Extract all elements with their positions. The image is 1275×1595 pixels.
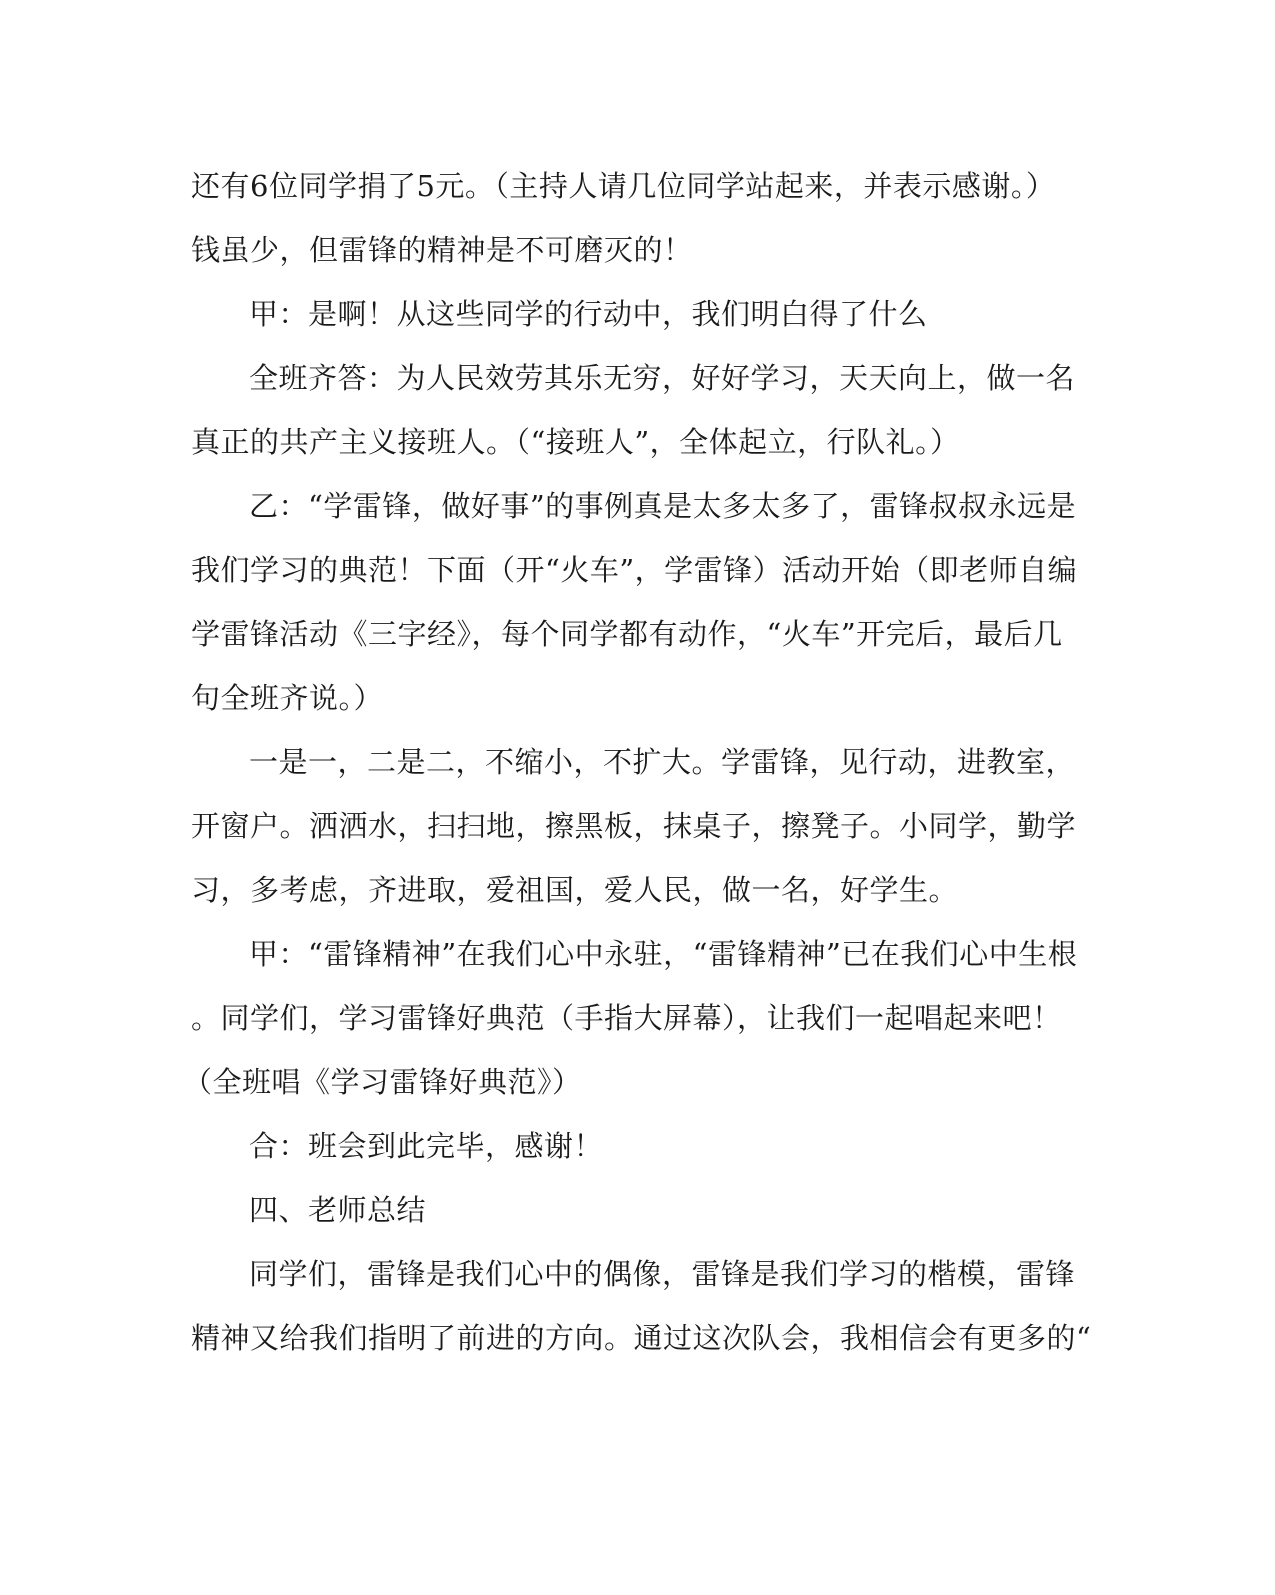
text-line-2: 钱虽少，但雷锋的精神是不可磨灭的！ [191, 233, 693, 267]
text-line-7: 我们学习的典范！下面（开“火车”，学雷锋）活动开始（即老师自编 [191, 553, 1078, 587]
text-line-19: 精神又给我们指明了前进的方向。通过这次队会，我相信会有更多的“ [191, 1321, 1092, 1355]
text-line-9: 句全班齐说。） [191, 681, 384, 715]
text-line-8: 学雷锋活动《三字经》，每个同学都有动作，“火车”开完后，最后几 [191, 617, 1063, 651]
text-line-4: 全班齐答：为人民效劳其乐无穷，好好学习，天天向上，做一名 [249, 361, 1076, 395]
text-line-1: 还有6位同学捐了5元。（主持人请几位同学站起来，并表示感谢。） [191, 169, 1056, 203]
text-line-10: 一是一，二是二，不缩小，不扩大。学雷锋，见行动，进教室， [249, 745, 1076, 779]
text-line-3: 甲：是啊！从这些同学的行动中，我们明白得了什么 [249, 297, 928, 331]
text-line-11: 开窗户。洒洒水，扫扫地，擦黑板，抹桌子，擦凳子。小同学，勤学 [191, 809, 1077, 843]
text-line-5: 真正的共产主义接班人。（“接班人”，全体起立，行队礼。） [191, 425, 960, 459]
text-line-18: 同学们，雷锋是我们心中的偶像，雷锋是我们学习的楷模，雷锋 [249, 1257, 1076, 1291]
text-line-16: 合：班会到此完毕，感谢！ [249, 1129, 604, 1163]
text-line-13: 甲：“雷锋精神”在我们心中永驻，“雷锋精神”已在我们心中生根 [249, 937, 1078, 971]
text-line-6: 乙：“学雷锋，做好事”的事例真是太多太多了，雷锋叔叔永远是 [249, 489, 1077, 523]
text-line-14: 。同学们，学习雷锋好典范（手指大屏幕），让我们一起唱起来吧！ [191, 1001, 1062, 1035]
text-line-15: （全班唱《学习雷锋好典范》） [183, 1065, 582, 1099]
text-line-12: 习，多考虑，齐进取，爱祖国，爱人民，做一名，好学生。 [191, 873, 959, 907]
section-heading: 四、老师总结 [249, 1193, 427, 1227]
